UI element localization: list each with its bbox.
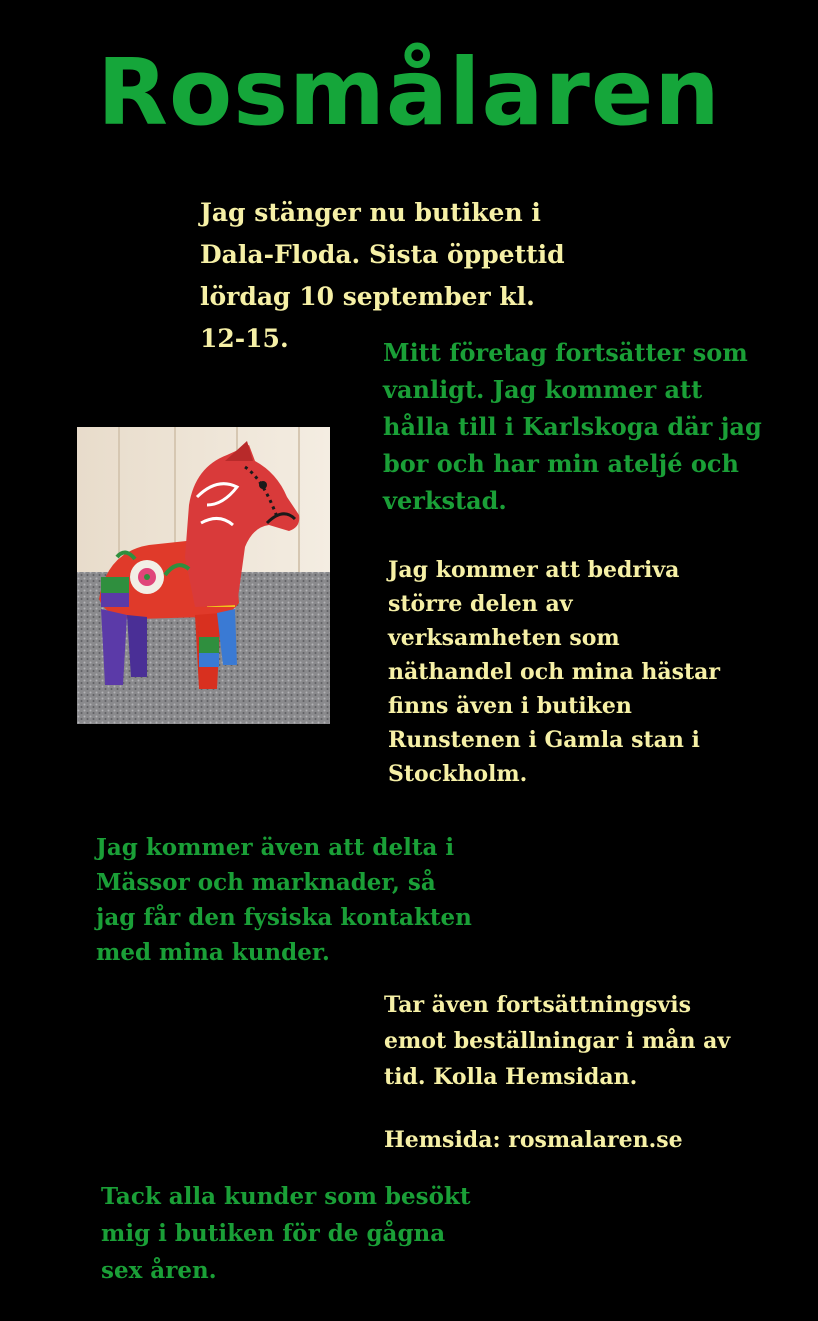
text-line: mig i butiken för de gågna xyxy=(101,1220,446,1247)
text-line: Jag stänger nu butiken i xyxy=(200,198,541,227)
text-line: Jag kommer att bedriva xyxy=(388,557,680,583)
page-title: Rosmålaren xyxy=(97,39,721,146)
text-line: Mässor och marknader, så xyxy=(96,869,436,896)
text-line: Jag kommer även att delta i xyxy=(96,834,455,861)
text-line: Runstenen i Gamla stan i xyxy=(388,727,700,753)
thanks-paragraph xyxy=(101,1178,470,1289)
text-line: Mitt företag fortsätter som xyxy=(383,338,748,367)
text-line: verkstad. xyxy=(383,486,507,515)
online-trade-paragraph xyxy=(388,553,720,791)
orders-paragraph xyxy=(384,987,730,1095)
text-line: emot beställningar i mån av xyxy=(384,1028,731,1054)
website-line xyxy=(384,1124,683,1156)
dala-horse-photo xyxy=(77,427,330,724)
text-line: 12-15. xyxy=(200,324,289,353)
text-line: Stockholm. xyxy=(388,761,528,787)
text-line: större delen av xyxy=(388,591,573,617)
text-line: vanligt. Jag kommer att xyxy=(383,375,703,404)
text-line: bor och har min ateljé och xyxy=(383,449,739,478)
text-line: verksamheten som xyxy=(388,625,620,651)
text-line: med mina kunder. xyxy=(96,939,330,966)
text-line: Tar även fortsättningsvis xyxy=(384,992,691,1018)
text-line: jag får den fysiska kontakten xyxy=(96,904,472,931)
text-line: Dala-Floda. Sista öppettid xyxy=(200,240,565,269)
text-line: hålla till i Karlskoga där jag xyxy=(383,412,762,441)
text-line: näthandel och mina hästar xyxy=(388,659,720,685)
text-line: lördag 10 september kl. xyxy=(200,282,535,311)
text-line: tid. Kolla Hemsidan. xyxy=(384,1064,638,1090)
website-text: Hemsida: rosmalaren.se xyxy=(384,1127,683,1153)
fairs-paragraph xyxy=(96,830,472,970)
text-line: sex åren. xyxy=(101,1257,217,1284)
text-line: Tack alla kunder som besökt xyxy=(101,1183,471,1210)
business-continues-paragraph xyxy=(383,334,762,519)
text-line: finns även i butiken xyxy=(388,693,632,719)
